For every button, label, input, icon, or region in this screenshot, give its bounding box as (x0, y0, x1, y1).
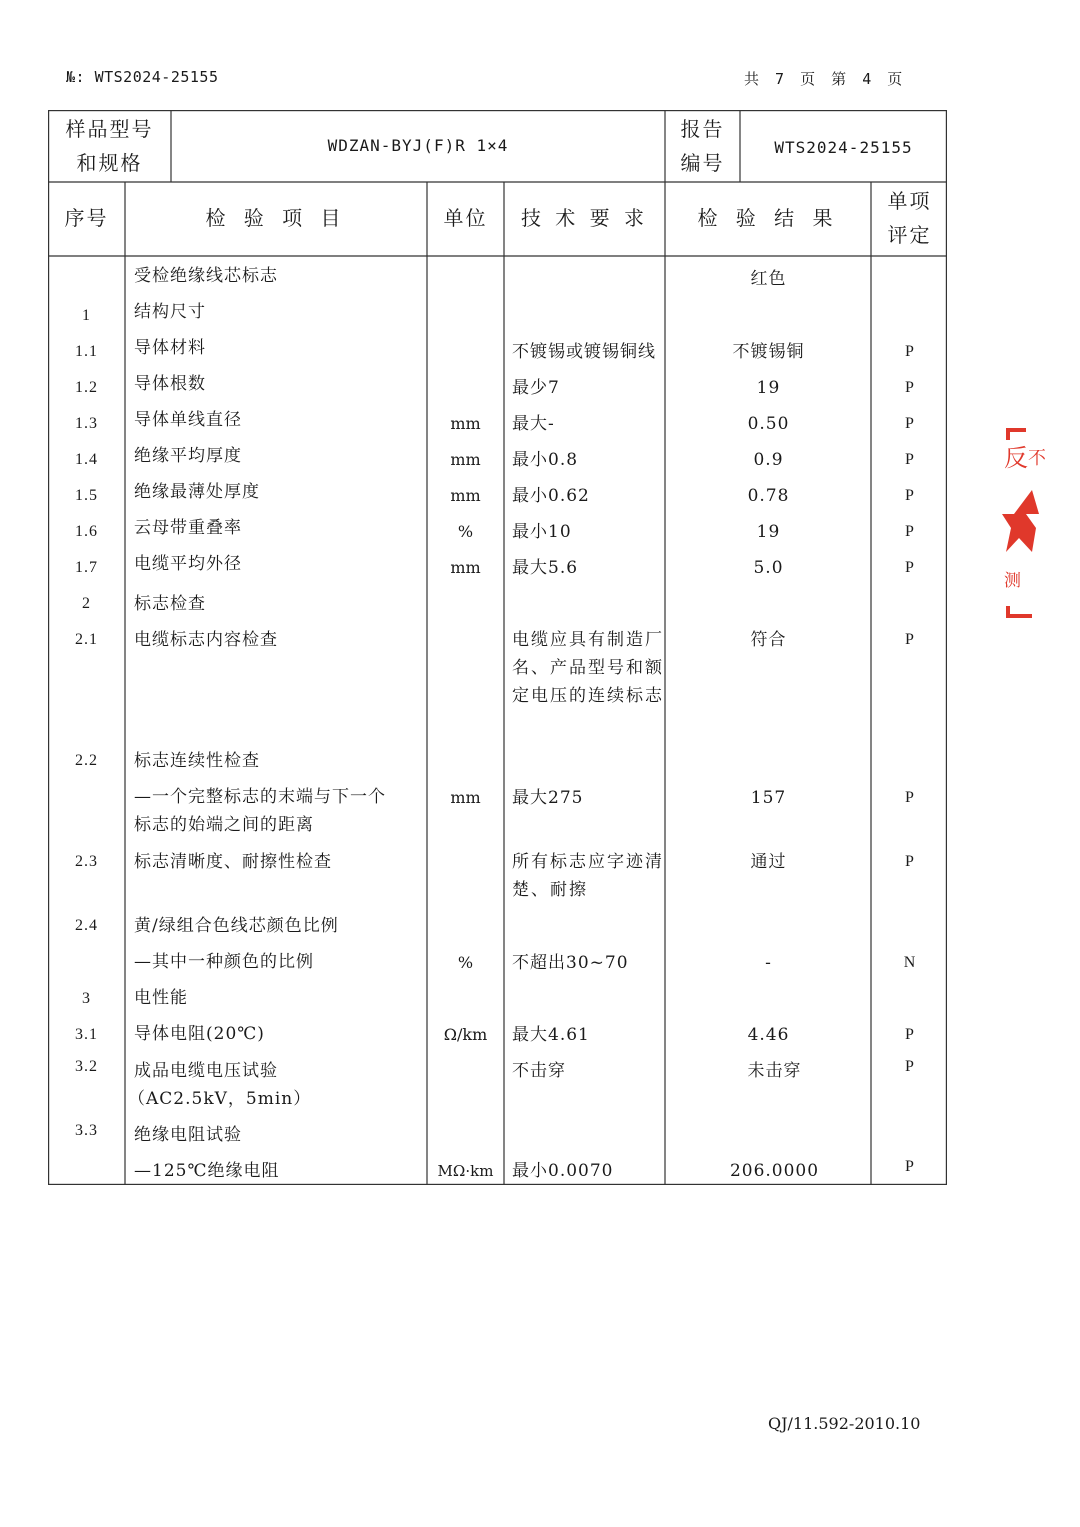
row-7-req: 最小10 (512, 522, 572, 542)
seal-stamp (1002, 428, 1046, 620)
row-6-unit: mm (450, 486, 481, 505)
row-15-unit: % (457, 953, 474, 972)
row-10-eval: P (905, 631, 914, 648)
row-18-result: 未击穿 (747, 1061, 802, 1081)
row-5-unit: mm (450, 450, 481, 469)
row-4-result: 0.50 (747, 414, 790, 434)
row-2-result: 不镀锡铜 (732, 342, 805, 362)
row-8-eval: P (905, 559, 914, 576)
row-6-eval: P (905, 487, 914, 504)
row-5-eval: P (905, 451, 914, 468)
row-2-no: 1.1 (75, 343, 98, 360)
row-8-result: 5.0 (753, 558, 784, 578)
row-16-no: 3 (82, 990, 91, 1007)
row-2-item: 导体材料 (134, 338, 206, 358)
report-number-value-cell: WTS2024-25155 (774, 138, 913, 157)
col-header-result: 检 验 结 果 (697, 206, 839, 230)
row-3-result: 19 (756, 378, 781, 398)
row-12-result: 157 (750, 788, 787, 808)
row-20-unit: MΩ·km (437, 1162, 494, 1180)
row-17-eval: P (905, 1026, 914, 1043)
row-2-req: 不镀锡或镀锡铜线 (512, 342, 656, 362)
row-7-unit: % (457, 522, 474, 541)
row-15-req: 不超出30~70 (512, 953, 629, 973)
row-13-eval: P (905, 853, 914, 870)
row-15-item: —其中一种颜色的比例 (134, 952, 314, 972)
row-9-item: 标志检查 (134, 594, 206, 614)
row-3-req: 最少7 (512, 378, 560, 398)
row-12-unit: mm (450, 788, 481, 807)
row-17-no: 3.1 (75, 1026, 98, 1043)
row-7-no: 1.6 (75, 523, 98, 540)
row-8-unit: mm (450, 558, 481, 577)
row-8-req: 最大5.6 (512, 558, 579, 578)
row-19-no: 3.3 (75, 1122, 98, 1139)
row-18-item: 成品电缆电压试验 (134, 1061, 278, 1081)
row-11-no: 2.2 (75, 752, 98, 769)
row-20-item: —125℃绝缘电阻 (134, 1161, 280, 1181)
row-20-eval: P (905, 1158, 914, 1175)
row-13-result: 通过 (750, 852, 787, 872)
row-10-req: 电缆应具有制造厂名、产品型号和额定电压的连续标志 (512, 630, 664, 706)
row-18-item-line2: （AC2.5kV，5min） (128, 1089, 312, 1109)
form-code-footer: QJ/11.592-2010.10 (768, 1414, 921, 1433)
row-18-req: 不击穿 (512, 1061, 566, 1081)
row-7-result: 19 (756, 522, 781, 542)
row-6-result: 0.78 (747, 486, 790, 506)
row-18-eval: P (905, 1058, 914, 1075)
col-header-eval-line1: 单项 (887, 189, 932, 213)
col-header-item: 检 验 项 目 (205, 206, 347, 230)
row-1-no: 1 (82, 307, 91, 324)
row-12-item-line2: 标志的始端之间的距离 (134, 815, 314, 835)
row-5-no: 1.4 (75, 451, 98, 468)
row-17-result: 4.46 (747, 1025, 790, 1045)
row-8-no: 1.7 (75, 559, 98, 576)
svg-text:反: 反 (1004, 444, 1028, 472)
row-17-unit: Ω/km (443, 1025, 488, 1044)
row-19-item: 绝缘电阻试验 (134, 1125, 242, 1145)
svg-text:不: 不 (1028, 448, 1046, 469)
row-9-no: 2 (82, 595, 91, 612)
row-17-item: 导体电阻(20℃) (134, 1024, 265, 1044)
report-label-line2: 编号 (680, 151, 725, 175)
report-number-header (66, 68, 219, 86)
row-2-eval: P (905, 343, 914, 360)
col-header-unit: 单位 (443, 206, 488, 230)
sample-model-label-line2: 和规格 (76, 151, 143, 175)
row-6-item: 绝缘最薄处厚度 (134, 482, 260, 502)
row-18-no: 3.2 (75, 1058, 98, 1075)
row-6-req: 最小0.62 (512, 486, 590, 506)
page-total: 7 (775, 70, 785, 88)
row-14-no: 2.4 (75, 917, 98, 934)
row-5-item: 绝缘平均厚度 (134, 446, 242, 466)
row-10-no: 2.1 (75, 631, 98, 648)
col-header-eval (871, 184, 948, 252)
row-4-item: 导体单线直径 (134, 410, 242, 430)
row-5-req: 最小0.8 (512, 450, 579, 470)
row-4-no: 1.3 (75, 415, 98, 432)
row-6-no: 1.5 (75, 487, 98, 504)
svg-text:测: 测 (1004, 571, 1021, 591)
row-20-result: 206.0000 (729, 1161, 820, 1181)
row-15-result: - (765, 953, 772, 973)
col-header-eval-line2: 评定 (887, 223, 932, 247)
row-11-item: 标志连续性检查 (134, 751, 260, 771)
row-8-item: 电缆平均外径 (134, 554, 242, 574)
row-14-item: 黄/绿组合色线芯颜色比例 (134, 916, 339, 936)
row-12-item: —一个完整标志的末端与下一个 (134, 787, 386, 807)
row-3-item: 导体根数 (134, 374, 206, 394)
page-current: 4 (862, 70, 872, 88)
row-10-item: 电缆标志内容检查 (134, 630, 278, 650)
page-current-prefix: 第 (831, 70, 847, 88)
row-0-item: 受检绝缘线芯标志 (134, 266, 278, 286)
row-5-result: 0.9 (753, 450, 784, 470)
row-12-req: 最大275 (512, 788, 584, 808)
row-15-eval: N (903, 954, 916, 971)
sample-model-label (48, 112, 171, 180)
row-16-item: 电性能 (134, 988, 188, 1008)
page-total-prefix: 共 (744, 70, 760, 88)
row-0-result: 红色 (750, 269, 787, 289)
row-7-item: 云母带重叠率 (134, 518, 242, 538)
report-number-label-cell (665, 112, 740, 180)
row-3-no: 1.2 (75, 379, 98, 396)
page-mid-label: 页 (800, 70, 816, 88)
row-10-result: 符合 (750, 630, 787, 650)
report-number-value: WTS2024-25155 (94, 68, 219, 86)
col-header-requirement: 技 术 要 求 (520, 206, 649, 230)
row-4-unit: mm (450, 414, 481, 433)
row-17-req: 最大4.61 (512, 1025, 590, 1045)
col-header-no: 序号 (64, 206, 109, 230)
page-indicator (744, 68, 909, 89)
sample-model-value: WDZAN-BYJ(F)R 1×4 (327, 136, 509, 155)
row-4-req: 最大- (512, 414, 555, 434)
row-13-item: 标志清晰度、耐擦性检查 (134, 852, 332, 872)
row-7-eval: P (905, 523, 914, 540)
row-20-req: 最小0.0070 (512, 1161, 614, 1181)
row-3-eval: P (905, 379, 914, 396)
row-1-item: 结构尺寸 (134, 302, 206, 322)
report-number-label: №: (66, 68, 86, 86)
sample-model-label-line1: 样品型号 (65, 117, 154, 141)
row-12-eval: P (905, 789, 914, 806)
report-label-line1: 报告 (680, 117, 725, 141)
page-suffix: 页 (887, 70, 903, 88)
row-13-no: 2.3 (75, 853, 98, 870)
row-4-eval: P (905, 415, 914, 432)
row-13-req: 所有标志应字迹清楚、耐擦 (512, 852, 664, 900)
